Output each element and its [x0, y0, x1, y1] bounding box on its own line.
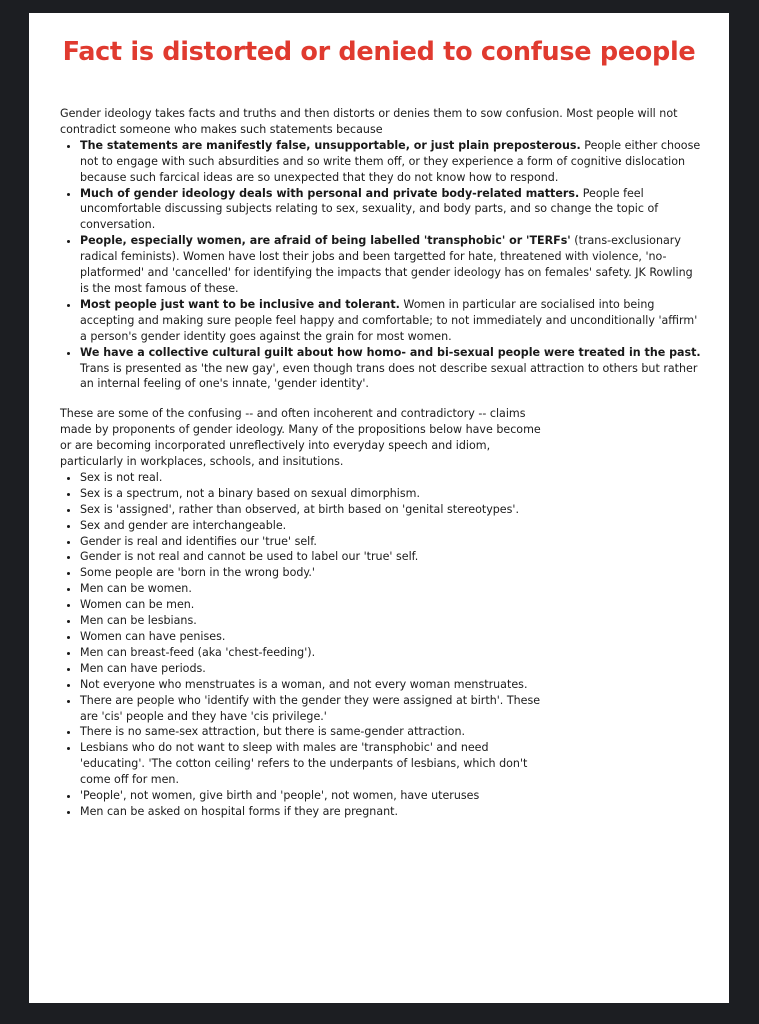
reason-heading: Most people just want to be inclusive and tolerant. [80, 297, 400, 311]
reason-text: (trans-exclusionary radical feminists). Women have lost their jobs and been targetted for hate, threatened with violence, 'no-platformed' and 'cancelled' for identifying the impacts that gender ideology has on females' safety. JK Rowling is the most famous of these. [80, 234, 693, 295]
intro-paragraph: Gender ideology takes facts and truths and then distorts or denies them to sow confusion. Most people will not contradict someone who makes such statements because [60, 107, 678, 136]
reason-heading: The statements are manifestly false, unsupportable, or just plain preposterous. [80, 138, 581, 152]
document-page [29, 13, 729, 1003]
reason-item [80, 186, 705, 234]
claim-item: • There are people who 'identify with the gender they were assigned at birth'. These are 'cis' people and they have 'cis privilege.' [80, 693, 545, 725]
reason-text: Trans is presented as 'the new gay', even though trans does not describe sexual attraction to others but rather an internal feeling of one's innate, 'gender identity'. [80, 361, 698, 391]
claim-item: • Lesbians who do not want to sleep with males are 'transphobic' and need 'educating'. 'The cotton ceiling' refers to the underpants of lesbians, which don't come off for men. [80, 740, 545, 788]
claims-section [60, 406, 545, 820]
claim-item: • Men can be women. [80, 581, 545, 597]
claim-item: • Some people are 'born in the wrong body.' [80, 565, 545, 581]
reasons-list [60, 138, 705, 393]
claim-item: • Gender is not real and cannot be used to label our 'true' self. [80, 549, 545, 565]
reason-item [80, 297, 705, 345]
claim-item: • Sex and gender are interchangeable. [80, 518, 545, 534]
reason-heading: Much of gender ideology deals with personal and private body-related matters. [80, 186, 580, 200]
claim-item: • Women can be men. [80, 597, 545, 613]
reason-item [80, 138, 705, 186]
page-title: Fact is distorted or denied to confuse people [62, 37, 696, 67]
claims-intro-paragraph: These are some of the confusing -- and often incoherent and contradictory -- claims made by proponents of gender ideology. Many of the propositions below have become or are becoming incorporated unreflectively into everyday speech and idiom, particularly in workplaces, schools, and insitutions. [60, 407, 541, 469]
claim-item: • There is no same-sex attraction, but there is same-gender attraction. [80, 724, 545, 740]
claim-item: • Sex is a spectrum, not a binary based on sexual dimorphism. [80, 486, 545, 502]
reason-item [80, 233, 705, 297]
claim-item: • Sex is not real. [80, 470, 545, 486]
reason-text: People either choose not to engage with such absurdities and so write them off, or they experience a form of cognitive dislocation because such farcical ideas are so unexpected that they do not know how to respond. [80, 138, 701, 184]
claim-item: • Men can be asked on hospital forms if they are pregnant. [80, 804, 545, 820]
claims-list [60, 470, 545, 820]
reason-item [80, 345, 705, 393]
reason-heading: People, especially women, are afraid of being labelled 'transphobic' or 'TERFs' [80, 234, 571, 248]
claim-item: • Sex is 'assigned', rather than observed, at birth based on 'genital stereotypes'. [80, 502, 545, 518]
reason-heading: We have a collective cultural guilt about how homo- and bi-sexual people were treated in the past. [80, 345, 701, 359]
document-body [60, 106, 705, 820]
reason-text: People feel uncomfortable discussing subjects relating to sex, sexuality, and body parts, and so change the topic of conversation. [80, 186, 659, 232]
claim-item: • Men can have periods. [80, 661, 545, 677]
claim-item: • 'People', not women, give birth and 'people', not women, have uteruses [80, 788, 545, 804]
claim-item: • Not everyone who menstruates is a woman, and not every woman menstruates. [80, 677, 545, 693]
reason-text: Women in particular are socialised into being accepting and making sure people feel happy and comfortable; to not immediately and unconditionally 'affirm' a person's gender identity goes against the grain for most women. [80, 297, 698, 343]
claim-item: • Men can breast-feed (aka 'chest-feeding'). [80, 645, 545, 661]
claim-item: • Gender is real and identifies our 'true' self. [80, 534, 545, 550]
claim-item: • Women can have penises. [80, 629, 545, 645]
claim-item: • Men can be lesbians. [80, 613, 545, 629]
